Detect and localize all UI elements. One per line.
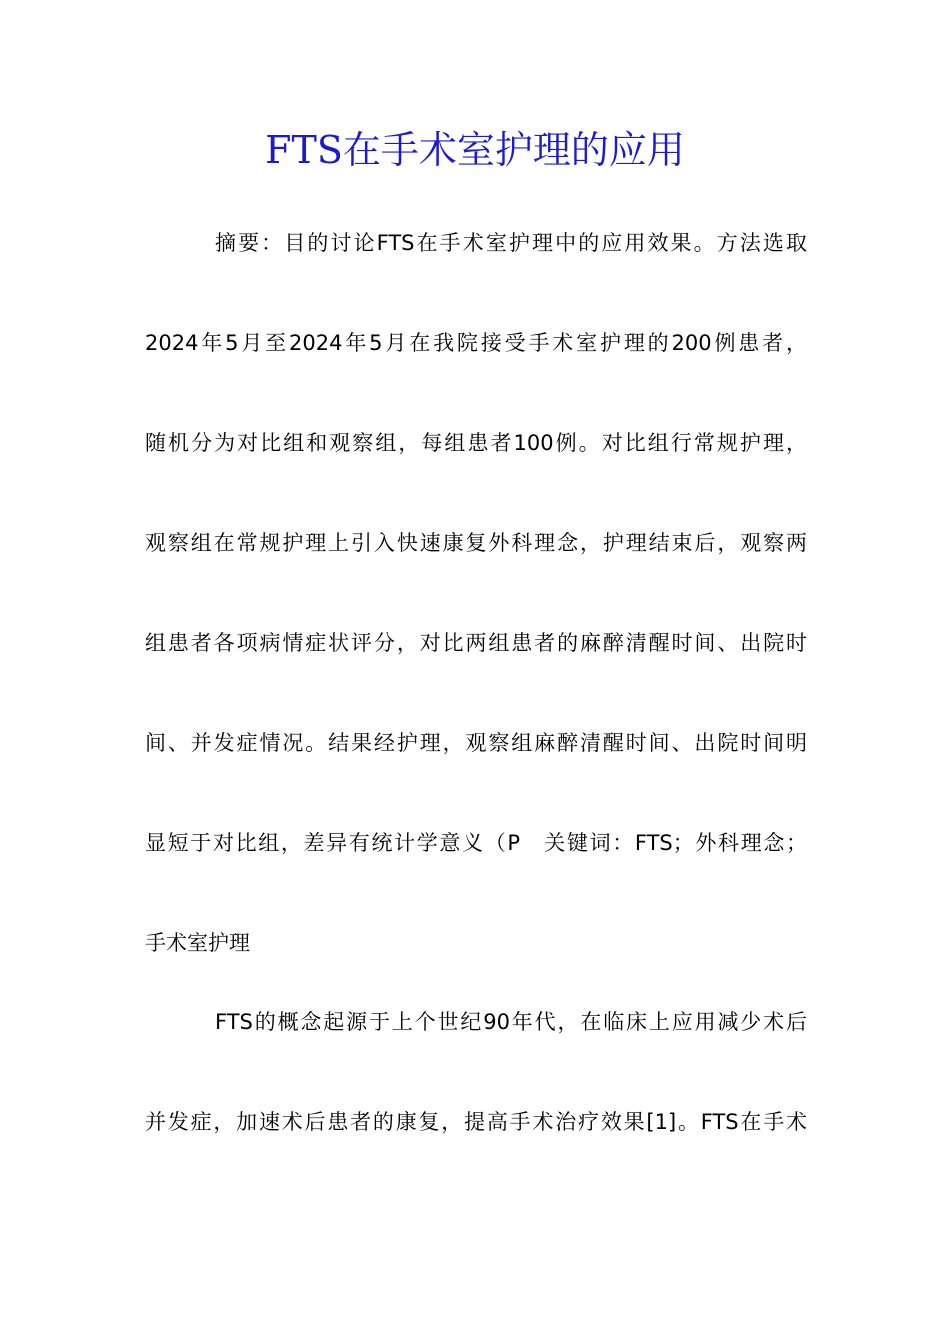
abstract-line: 组患者各项病情症状评分，对比两组患者的麻醉清醒时间、出院时 xyxy=(145,631,807,655)
intro-paragraph xyxy=(145,972,807,1172)
abstract-line: 手术室护理 xyxy=(145,931,250,955)
abstract-line: 间、并发症情况。结果经护理，观察组麻醉清醒时间、出院时间明 xyxy=(145,731,807,755)
document-title: FTS在手术室护理的应用 xyxy=(265,128,685,172)
abstract-line: 2024年5月至2024年5月在我院接受手术室护理的200例患者， xyxy=(145,331,807,355)
abstract-paragraph xyxy=(145,193,807,993)
intro-line: FTS的概念起源于上个世纪90年代，在临床上应用减少术后 xyxy=(215,1010,807,1034)
abstract-line: 随机分为对比组和观察组，每组患者100例。对比组行常规护理， xyxy=(145,431,807,455)
abstract-line: 观察组在常规护理上引入快速康复外科理念，护理结束后，观察两 xyxy=(145,531,807,555)
intro-line: 并发症，加速术后患者的康复，提高手术治疗效果[1]。FTS在手术 xyxy=(145,1110,807,1134)
abstract-line: 摘要：目的讨论FTS在手术室护理中的应用效果。方法选取 xyxy=(215,231,807,255)
abstract-line: 显短于对比组，差异有统计学意义（P 关键词：FTS；外科理念； xyxy=(145,831,807,855)
